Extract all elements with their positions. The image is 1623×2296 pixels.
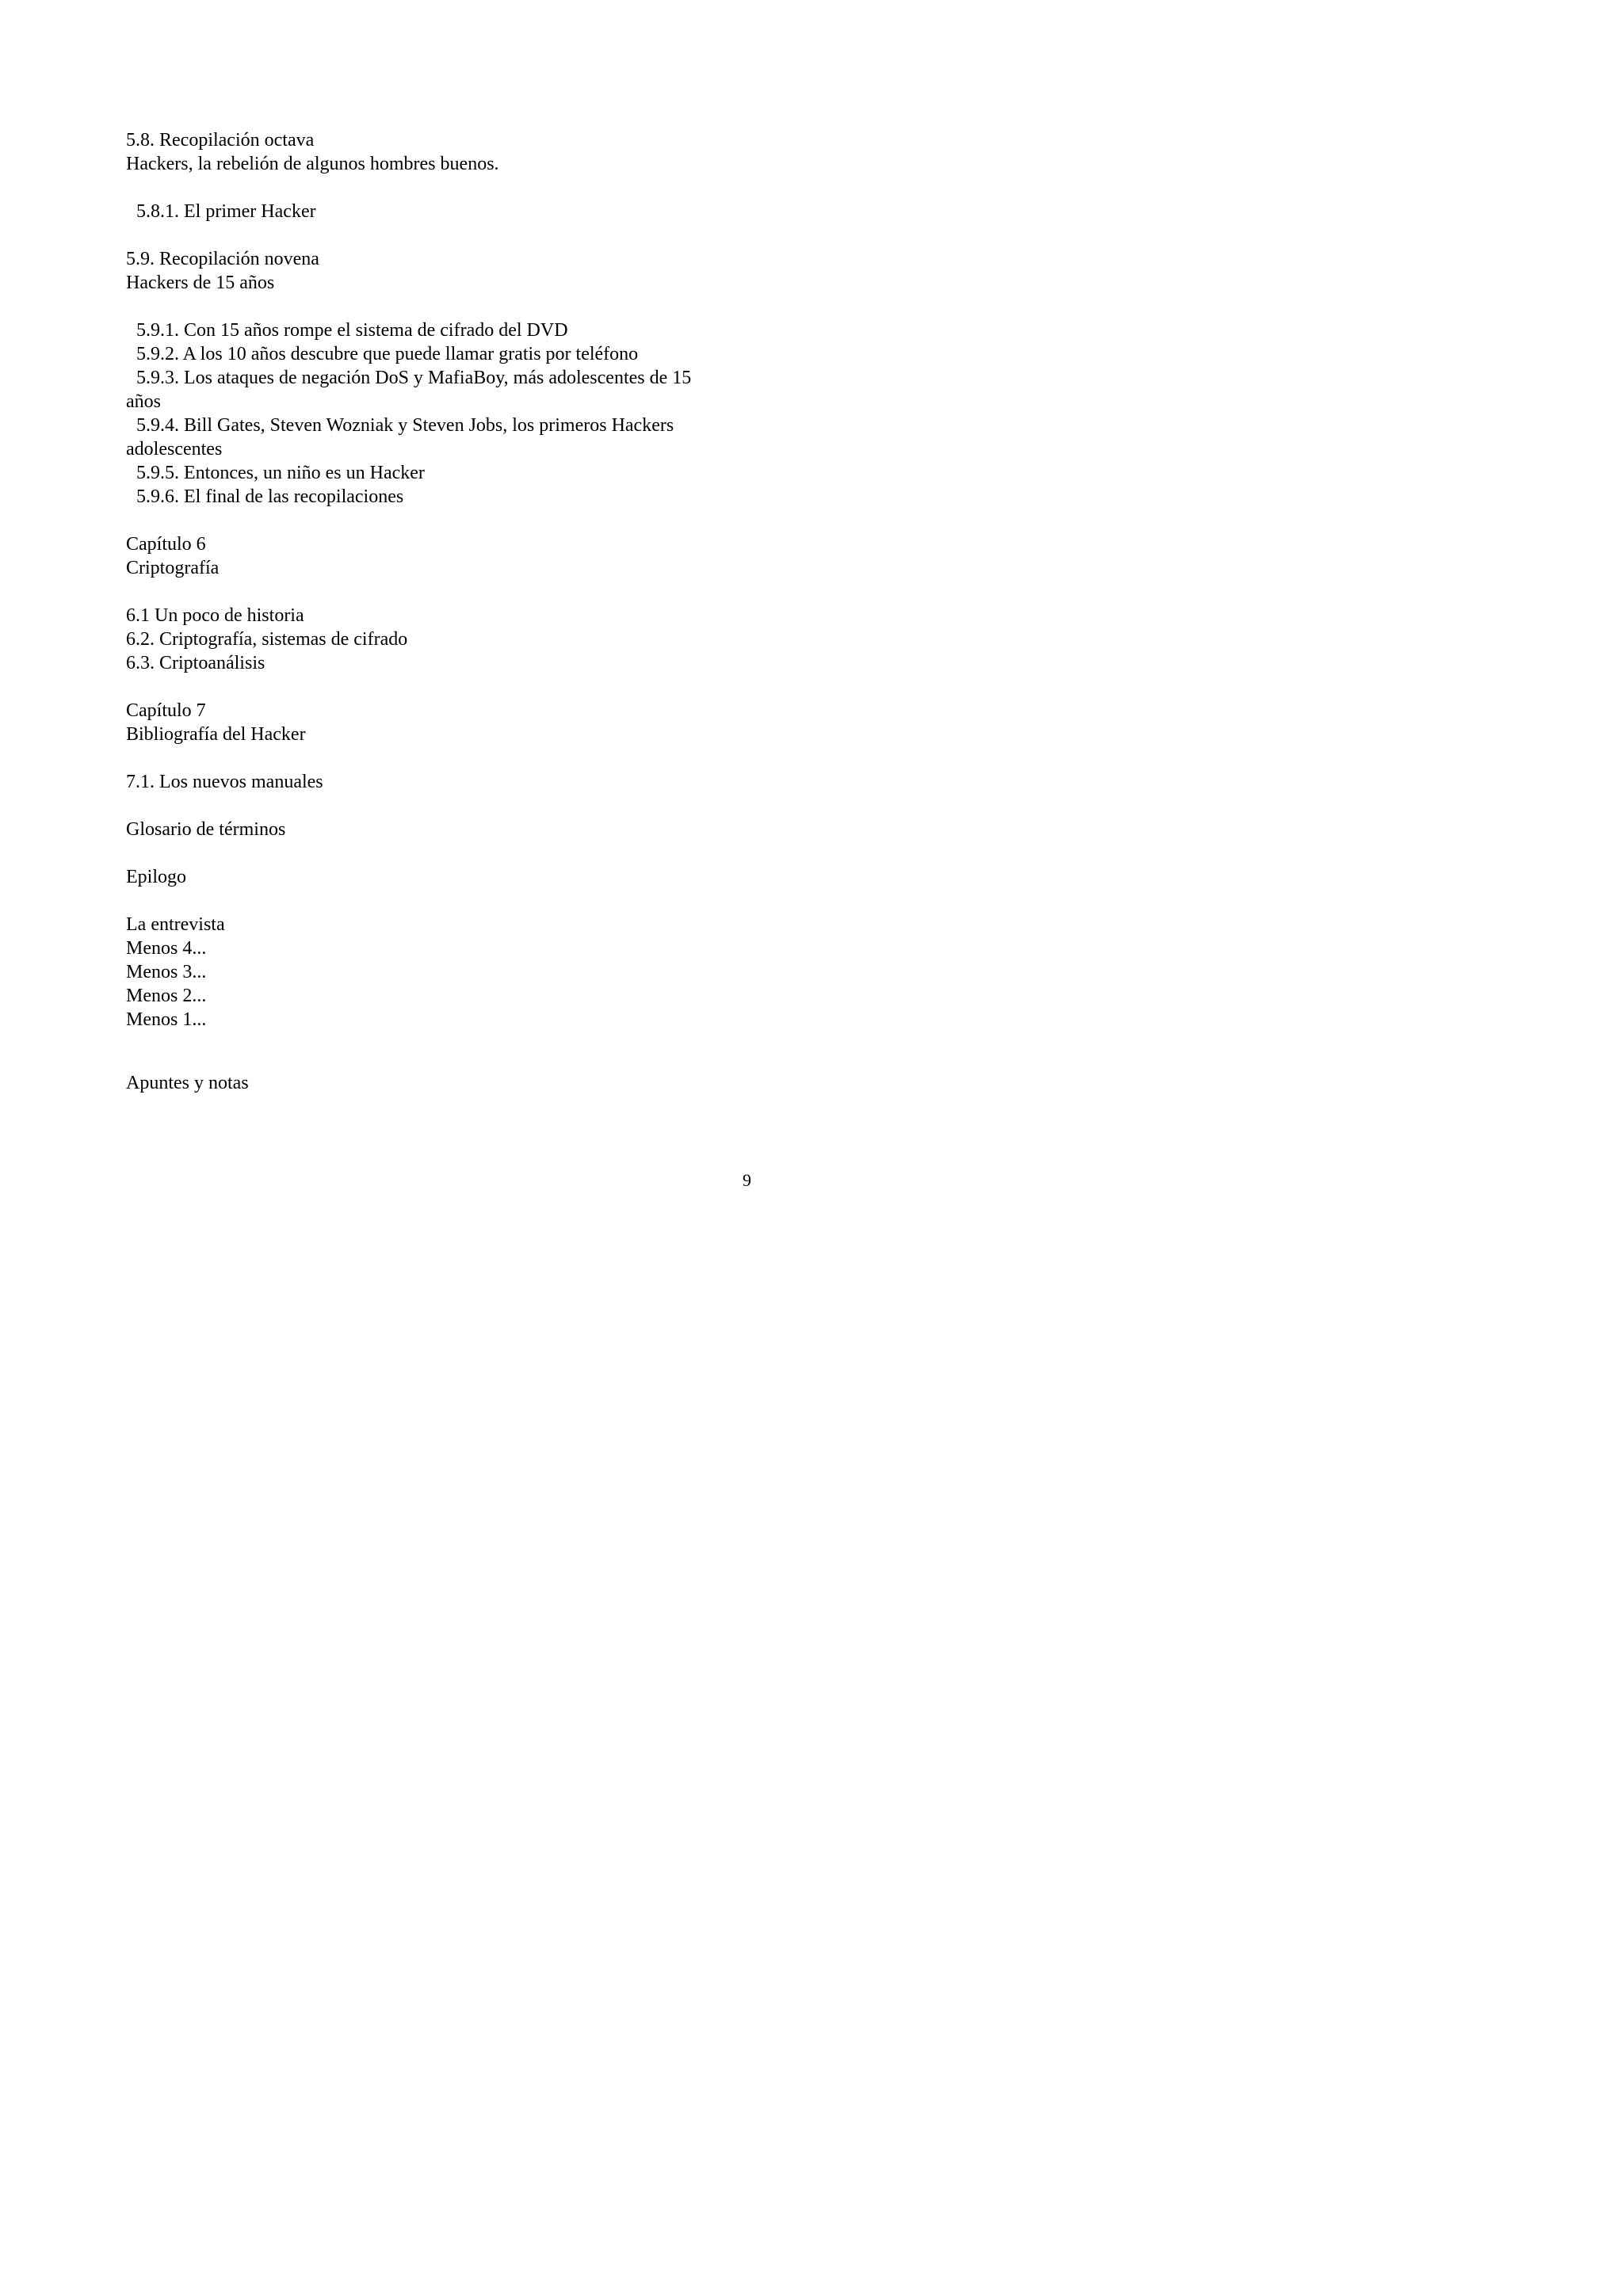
chapter-title: Bibliografía del Hacker bbox=[126, 724, 306, 745]
spacer bbox=[126, 295, 752, 318]
toc-item: 7.1. Los nuevos manuales bbox=[126, 772, 323, 792]
page-number: 9 bbox=[743, 1170, 751, 1190]
spacer bbox=[126, 794, 752, 818]
toc-item-continuation: años bbox=[126, 391, 161, 412]
table-of-contents bbox=[126, 128, 752, 1095]
toc-item: 6.1 Un poco de historia bbox=[126, 605, 304, 626]
interview-item: Menos 1... bbox=[126, 1009, 207, 1030]
toc-item: 5.9.6. El final de las recopilaciones bbox=[136, 486, 404, 507]
interview-item: Menos 3... bbox=[126, 962, 207, 982]
interview-title: La entrevista bbox=[126, 914, 225, 935]
chapter-title: Criptografía bbox=[126, 558, 220, 578]
toc-item: 5.9.2. A los 10 años descubre que puede llamar gratis por teléfono bbox=[136, 344, 639, 364]
spacer bbox=[126, 580, 752, 604]
interview-item: Menos 2... bbox=[126, 986, 207, 1006]
toc-item: 6.2. Criptografía, sistemas de cifrado bbox=[126, 629, 408, 650]
spacer bbox=[126, 889, 752, 913]
toc-item: 5.8.1. El primer Hacker bbox=[136, 201, 316, 222]
toc-item: 5.9.5. Entonces, un niño es un Hacker bbox=[136, 463, 425, 483]
interview-item: Menos 4... bbox=[126, 938, 207, 959]
section-subtitle: Hackers de 15 años bbox=[126, 273, 275, 293]
spacer bbox=[126, 509, 752, 532]
section-heading: 5.9. Recopilación novena bbox=[126, 249, 319, 269]
spacer bbox=[126, 841, 752, 865]
section-heading: 5.8. Recopilación octava bbox=[126, 130, 315, 151]
spacer bbox=[126, 176, 752, 200]
epilogue-entry: Epilogo bbox=[126, 867, 186, 887]
spacer bbox=[126, 746, 752, 770]
document-page bbox=[0, 0, 874, 1236]
toc-item: 6.3. Criptoanálisis bbox=[126, 653, 265, 673]
spacer bbox=[126, 1032, 752, 1071]
spacer bbox=[126, 223, 752, 247]
chapter-label: Capítulo 6 bbox=[126, 534, 206, 555]
glossary-entry: Glosario de términos bbox=[126, 819, 286, 840]
toc-item: 5.9.1. Con 15 años rompe el sistema de cifrado del DVD bbox=[136, 320, 568, 341]
section-subtitle: Hackers, la rebelión de algunos hombres buenos. bbox=[126, 154, 499, 174]
chapter-label: Capítulo 7 bbox=[126, 700, 206, 721]
toc-item: 5.9.4. Bill Gates, Steven Wozniak y Steven Jobs, los primeros Hackers bbox=[136, 415, 674, 436]
notes-entry: Apuntes y notas bbox=[126, 1073, 249, 1093]
spacer bbox=[126, 675, 752, 699]
toc-item-continuation: adolescentes bbox=[126, 439, 223, 460]
toc-item: 5.9.3. Los ataques de negación DoS y MafiaBoy, más adolescentes de 15 bbox=[136, 368, 692, 388]
